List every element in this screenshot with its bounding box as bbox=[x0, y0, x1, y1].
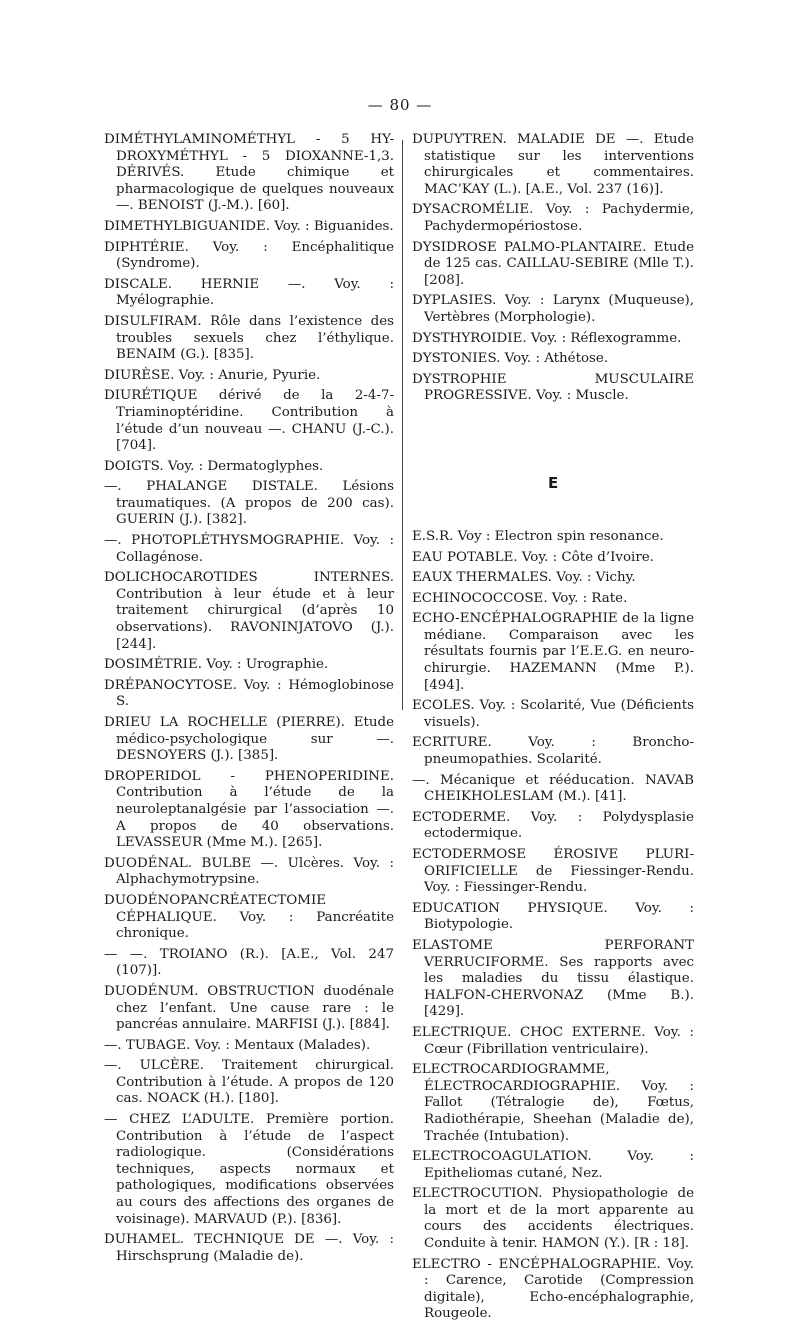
index-entry: EAUX THERMALES. Voy. : Vichy. bbox=[412, 570, 636, 586]
index-entry: ELECTRIQUE. CHOC EXTERNE. Voy. : Cœur (Fibrillation ventriculaire). bbox=[412, 1024, 694, 1057]
index-entry: DOLICHOCAROTIDES INTERNES. Contribution à leur étude et à leur traitement chirurgical (d’après 10 observations). RAVONINJATOVO (J.). [244]. bbox=[104, 570, 394, 652]
index-entry: DIMETHYLBIGUANIDE. Voy. : Biguanides. bbox=[104, 218, 394, 234]
index-entry: — —. TROIANO (R.). [A.E., Vol. 247 (107)]. bbox=[104, 946, 394, 979]
index-entry: — CHEZ L’ADULTE. Première portion. Contribution à l’étude de l’aspect radiologique. (Considérations techniques, aspects normaux et pathologiques, modifications observées au cours des affections des organes de voisinage). MARVAUD (P.). [836]. bbox=[104, 1112, 394, 1227]
index-entry: ECOLES. Voy. : Scolarité, Vue (Déficients visuels). bbox=[412, 698, 694, 730]
index-entry: DRIEU LA ROCHELLE (PIERRE). Etude médico-psychologique sur —. DESNOYERS (J.). [385]. bbox=[104, 715, 394, 764]
index-entry: DISCALE. HERNIE —. Voy. : Myélographie. bbox=[104, 276, 394, 309]
index-entry: E.S.R. Voy : Electron spin resonance. bbox=[412, 528, 664, 544]
index-entry: DUODÉNUM. OBSTRUCTION duodénale chez l’enfant. Une cause rare : le pancréas annulaire. MARFISI (J.). [884]. bbox=[104, 983, 394, 1033]
index-entry: DOSIMÉTRIE. Voy. : Urographie. bbox=[104, 657, 329, 673]
index-entry: —. TUBAGE. Voy. : Mentaux (Malades). bbox=[104, 1037, 371, 1053]
index-entry: DISULFIRAM. Rôle dans l’existence des troubles sexuels chez l’éthylique. BENAIM (G.). [835]. bbox=[104, 313, 394, 363]
index-entry: DYSTROPHIE MUSCULAIRE PROGRESSIVE. Voy. : Muscle. bbox=[412, 371, 694, 404]
index-entry: DRÉPANOCYTOSE. Voy. : Hémoglobinose S. bbox=[104, 677, 394, 710]
index-entry: DYSIDROSE PALMO-PLANTAIRE. Etude de 125 cas. CAILLAU-SEBIRE (Mlle T.). [208]. bbox=[412, 239, 694, 288]
right-column bbox=[412, 132, 694, 1327]
index-entry: ELECTROCARDIOGRAMME, ÉLECTROCARDIOGRAPHIE. Voy. : Fallot (Tétralogie de), Fœtus, Radiothérapie, Sheehan (Maladie de), Trachée (Intubation). bbox=[412, 1062, 694, 1144]
index-entry: —. PHALANGE DISTALE. Lésions traumatiques. (A propos de 200 cas). GUERIN (J.). [382]. bbox=[104, 479, 394, 528]
index-entry: DUHAMEL. TECHNIQUE DE —. Voy. : Hirschsprung (Maladie de). bbox=[104, 1232, 394, 1264]
page-number: — 80 — bbox=[367, 96, 433, 114]
index-entry: DYPLASIES. Voy. : Larynx (Muqueuse), Vertèbres (Morphologie). bbox=[412, 293, 694, 325]
section-letter: E bbox=[548, 473, 559, 492]
index-entry: DYSTONIES. Voy. : Athétose. bbox=[412, 351, 609, 367]
index-entry: DUODÉNAL. BULBE —. Ulcères. Voy. : Alphachymotrypsine. bbox=[104, 855, 394, 888]
section-letter-block bbox=[412, 409, 694, 529]
index-entry: DYSTHYROIDIE. Voy. : Réflexogramme. bbox=[412, 330, 682, 346]
index-entry: —. ULCÈRE. Traitement chirurgical. Contribution à l’étude. A propos de 120 cas. NOACK (H.). [180]. bbox=[104, 1058, 394, 1107]
index-entry: DIURÉTIQUE dérivé de la 2-4-7-Triaminoptéridine. Contribution à l’étude d’un nouveau —. CHANU (J.-C.). [704]. bbox=[104, 388, 394, 454]
index-entry: ECTODERME. Voy. : Polydysplasie ectodermique. bbox=[412, 809, 694, 842]
index-entry: DIURÈSE. Voy. : Anurie, Pyurie. bbox=[104, 367, 321, 383]
index-entry: ECTODERMOSE ÉROSIVE PLURI-ORIFICIELLE de Fiessinger-Rendu. Voy. : Fiessinger-Rendu. bbox=[412, 847, 694, 896]
index-entry: —. Mécanique et rééducation. NAVAB CHEIKHOLESLAM (M.). [41]. bbox=[412, 772, 694, 805]
index-entry: ECRITURE. Voy. : Broncho-pneumopathies. Scolarité. bbox=[412, 735, 694, 768]
index-entry: ECHO-ENCÉPHALOGRAPHIE de la ligne médiane. Comparaison avec les résultats fournis par l’E.E.G. en neuro-chirurgie. HAZEMANN (Mme P.). [494]. bbox=[412, 611, 694, 693]
index-entry: DIPHTÉRIE. Voy. : Encéphalitique (Syndrome). bbox=[104, 239, 394, 272]
index-entry: ECHINOCOCCOSE. Voy. : Rate. bbox=[412, 590, 628, 606]
column-divider bbox=[402, 140, 403, 710]
index-entry: EDUCATION PHYSIQUE. Voy. : Biotypologie. bbox=[412, 900, 694, 933]
index-entry: EAU POTABLE. Voy. : Côte d’Ivoire. bbox=[412, 549, 654, 565]
index-entry: —. PHOTOPLÉTHYSMOGRAPHIE. Voy. : Collagénose. bbox=[104, 533, 394, 565]
index-entry: DUODÉNOPANCRÉATECTOMIE CÉPHALIQUE. Voy. : Pancréatite chronique. bbox=[104, 892, 394, 942]
index-entry: ELECTROCOAGULATION. Voy. : Epitheliomas cutané, Nez. bbox=[412, 1149, 694, 1181]
left-column bbox=[104, 132, 394, 1269]
index-entry: DIMÉTHYLAMINOMÉTHYL - 5 HY-DROXYMÉTHYL - 5 DIOXANNE-1,3. DÉRIVÉS. Etude chimique et pharmacologique de quelques nouveaux —. BENOIST (J.-M.). [60]. bbox=[104, 132, 394, 214]
index-entry: DROPERIDOL - PHENOPERIDINE. Contribution à l’étude de la neuroleptanalgésie par l’association —. A propos de 40 observations. LEVASSEUR (Mme M.). [265]. bbox=[104, 768, 394, 851]
index-entry: ELECTRO - ENCÉPHALOGRAPHIE. Voy. : Carence, Carotide (Compression digitale), Echo-encéphalographie, Rougeole. bbox=[412, 1256, 694, 1322]
index-entry: ELASTOME PERFORANT VERRUCIFORME. Ses rapports avec les maladies du tissu élastique. HALFON-CHERVONAZ (Mme B.). [429]. bbox=[412, 937, 694, 1020]
index-entry: DUPUYTREN. MALADIE DE —. Etude statistique sur les interventions chirurgicales et commentaires. MAC’KAY (L.). [A.E., Vol. 237 (16)]. bbox=[412, 132, 694, 197]
index-entry: DYSACROMÉLIE. Voy. : Pachydermie, Pachydermopériostose. bbox=[412, 202, 694, 234]
index-entry: ELECTROCUTION. Physiopathologie de la mort et de la mort apparente au cours des accidents électriques. Conduite à tenir. HAMON (Y.). [R : 18]. bbox=[412, 1186, 694, 1252]
index-entry: DOIGTS. Voy. : Dermatoglyphes. bbox=[104, 458, 324, 474]
